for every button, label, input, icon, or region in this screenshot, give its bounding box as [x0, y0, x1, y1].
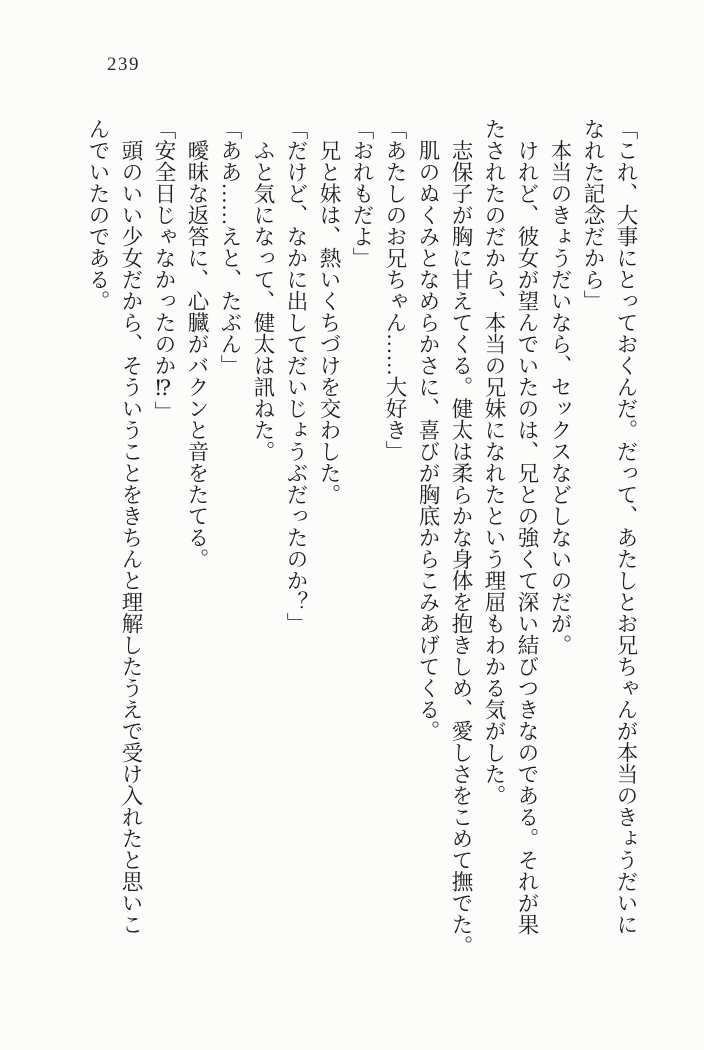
text-line: んでいたのである。 — [86, 118, 110, 312]
text-line: 頭のいい少女だから、そういうことをきちんと理解したうえで受け入れたと思いこ — [119, 118, 143, 935]
text-line: 「あたしのお兄ちゃん……大好き」 — [383, 118, 407, 462]
page-text — [81, 118, 642, 957]
text-line: けれど、彼女が望んでいたのは、兄との強くて深い結びつきなのである。それが果 — [515, 118, 539, 935]
text-line: 「おれもだよ」 — [350, 118, 374, 269]
text-line: 肌のぬくみとなめらかさに、喜びが胸底からこみあげてくる。 — [416, 118, 440, 742]
text-line: たされたのだから、本当の兄妹になれたという理屈もわかる気がした。 — [482, 118, 506, 806]
text-line: 本当のきょうだいなら、セックスなどしないのだが。 — [548, 118, 572, 656]
text-line: 志保子が胸に甘えてくる。健太は柔らかな身体を抱きしめ、愛しさをこめて撫でた。 — [449, 118, 473, 957]
text-line: なれた記念だから」 — [581, 118, 605, 312]
text-line: 「だけど、なかに出してだいじょうぶだったのか？」 — [284, 118, 308, 634]
text-line: 「安全日じゃなかったのか⁉」 — [152, 118, 176, 423]
text-line: ふと気になって、健太は訊ねた。 — [251, 118, 275, 462]
text-line: 曖昧な返答に、心臓がバクンと音をたてる。 — [185, 118, 209, 570]
page-number: 239 — [107, 54, 140, 75]
text-line: 「ああ……えと、たぶん」 — [218, 118, 242, 376]
text-line: 「これ、大事にとっておくんだ。だって、あたしとお兄ちゃんが本当のきょうだいに — [614, 118, 638, 935]
text-line: 兄と妹は、熱いくちづけを交わした。 — [317, 118, 341, 505]
